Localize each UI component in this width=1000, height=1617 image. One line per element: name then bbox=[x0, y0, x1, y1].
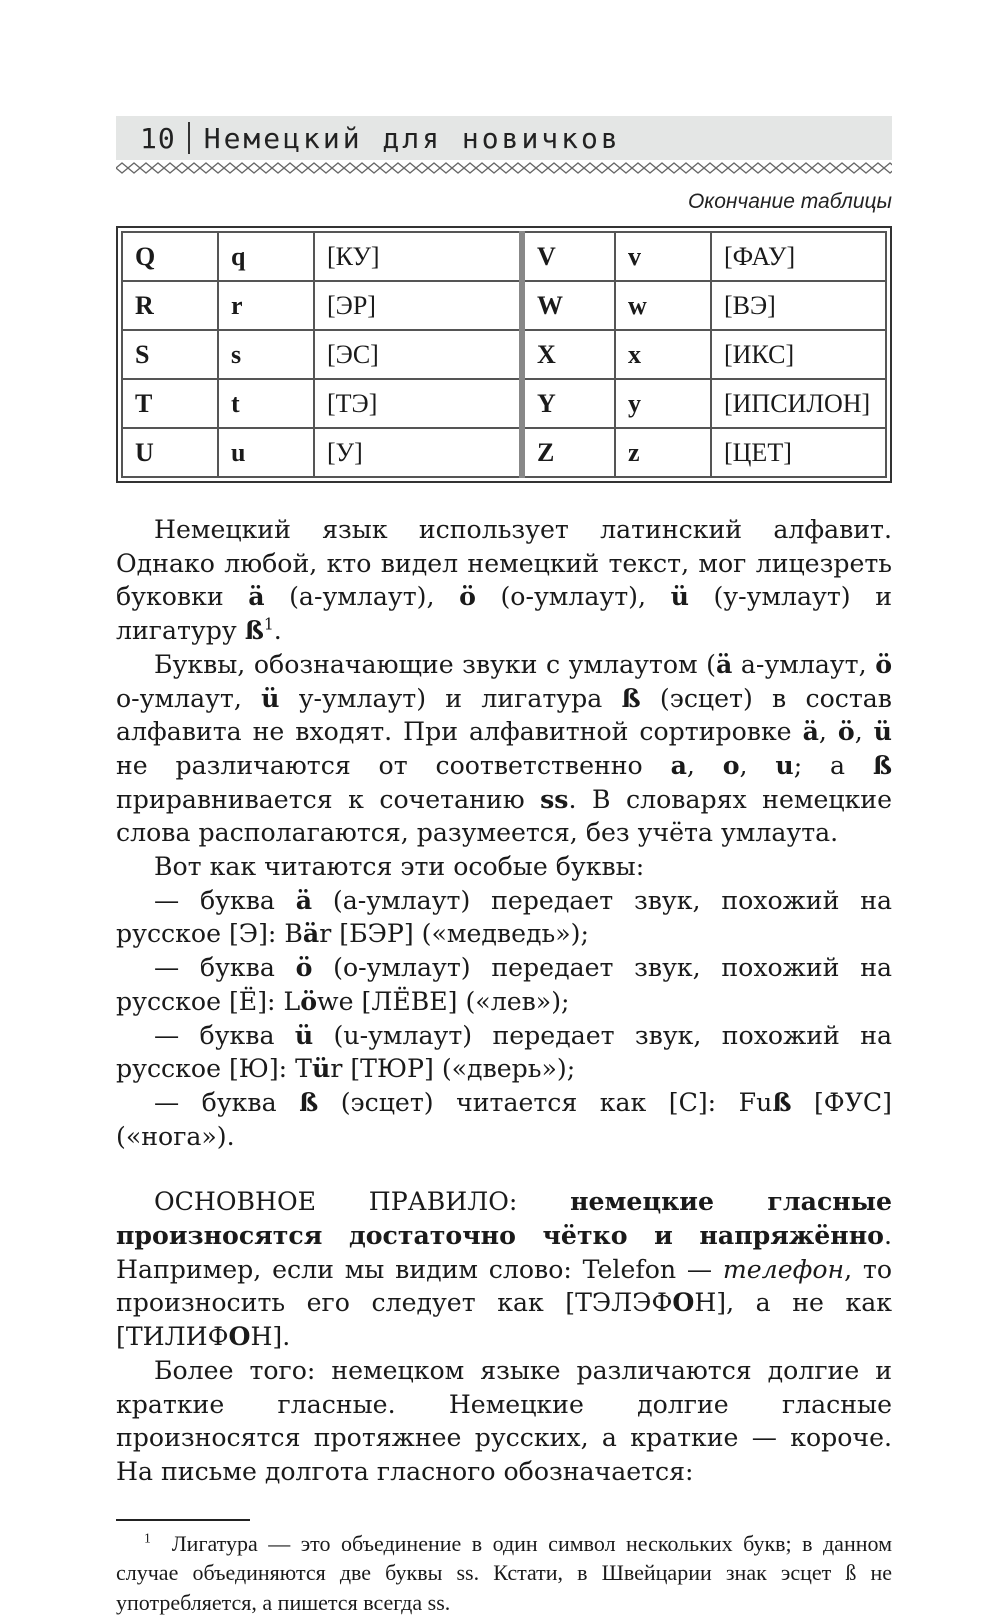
footnote-divider bbox=[116, 1519, 250, 1521]
paragraph-umlaut-sorting: Буквы, обозначающие звуки с умлаутом (ä а-умлаут, ö о-умлаут, ü у-умлаут) и лигатура ß (эсцет) в состав алфавита не входят. При алфавитной сортировке ä, ö, ü не различаются от соответственно a, o, u; а ß приравнивается к сочетанию ss. В словарях немецкие слова располагаются, разумеется, без учёта умлаута. bbox=[116, 648, 893, 848]
table-cell-upper2: Y bbox=[522, 379, 615, 428]
body-text bbox=[116, 513, 892, 1489]
footnote-marker: 1 bbox=[263, 615, 274, 634]
table-cell-upper1: T bbox=[122, 379, 218, 428]
table-cell-lower1: r bbox=[218, 281, 314, 330]
table-cell-upper1: S bbox=[122, 330, 218, 379]
list-item-oe: — буква ö (о-умлаут) передает звук, похожий на русское [Ё]: Löwe [ЛЁВЕ] («лев»); bbox=[116, 952, 892, 1016]
table-cell-pron1: [У] bbox=[314, 428, 522, 477]
table-cell-lower2: v bbox=[615, 232, 711, 281]
table-cell-upper2: W bbox=[522, 281, 615, 330]
list-item-ae: — буква ä (а-умлаут) передает звук, похожий на русское [Э]: Bär [БЭР] («медведь»); bbox=[116, 884, 893, 949]
table-cell-lower1: q bbox=[218, 232, 314, 281]
table-cell-upper1: U bbox=[122, 428, 218, 477]
alphabet-table bbox=[116, 226, 892, 483]
table-cell-pron2: [ФАУ] bbox=[711, 232, 886, 281]
table-row bbox=[122, 281, 886, 330]
book-page bbox=[116, 116, 892, 1617]
footnote-text: Лигатура — это объединение в один символ нескольких букв; в данном случае объединяются две буквы ss. Кстати, в Швейцарии знак эсцет ß не употребляется, а пишется всегда ss. bbox=[116, 1530, 892, 1615]
table-cell-pron1: [ТЭ] bbox=[314, 379, 522, 428]
table-cell-upper1: Q bbox=[122, 232, 218, 281]
paragraph-intro: Немецкий язык использует латинский алфавит. Однако любой, кто видел немецкий текст, мог лицезреть буковки ä (а-умлаут), ö (о-умлаут), ü (у-умлаут) и лигатуру $ß^1$. bbox=[116, 515, 893, 646]
table-cell-lower2: w bbox=[615, 281, 711, 330]
table-cell-lower1: s bbox=[218, 330, 314, 379]
table-row bbox=[122, 428, 886, 477]
table-cell-pron2: [ИПСИЛОН] bbox=[711, 379, 886, 428]
table-row bbox=[122, 330, 886, 379]
table-cell-pron1: [КУ] bbox=[314, 232, 522, 281]
footnote bbox=[116, 1529, 892, 1617]
header-divider bbox=[188, 122, 190, 154]
paragraph-main-rule: ОСНОВНОЕ ПРАВИЛО: немецкие гласные произносятся достаточно чётко и напряжённо. Например, если мы видим слово: Telefon — телефон, то произносить его следует как [ТЭЛЭФОН], а не как [ТИЛИФОН]. bbox=[116, 1186, 893, 1352]
footnote-number: 1 bbox=[144, 1530, 151, 1546]
table-cell-upper2: X bbox=[522, 330, 615, 379]
paragraph-vowel-length: Более того: немецком языке различаются долгие и краткие гласные. Немецкие долгие гласные произносятся протяжнее русских, а краткие — короче. На письме долгота гласного обозначается: bbox=[116, 1355, 892, 1486]
table-row bbox=[122, 379, 886, 428]
table-cell-pron2: [ЦЕТ] bbox=[711, 428, 886, 477]
table-cell-pron1: [ЭС] bbox=[314, 330, 522, 379]
table-cell-lower1: t bbox=[218, 379, 314, 428]
table-cell-lower2: x bbox=[615, 330, 711, 379]
table-cell-lower2: y bbox=[615, 379, 711, 428]
table-cell-upper2: Z bbox=[522, 428, 615, 477]
table-cell-upper2: V bbox=[522, 232, 615, 281]
table-cell-pron2: [ВЭ] bbox=[711, 281, 886, 330]
page-number: 10 bbox=[140, 121, 176, 155]
table-cell-lower2: z bbox=[615, 428, 711, 477]
paragraph-reading-intro: Вот как читаются эти особые буквы: bbox=[154, 852, 645, 882]
book-title: Немецкий для новичков bbox=[203, 121, 621, 155]
table-row bbox=[122, 232, 886, 281]
running-header bbox=[116, 116, 892, 160]
table-caption: Окончание таблицы bbox=[687, 190, 892, 213]
table-cell-lower1: u bbox=[218, 428, 314, 477]
decorative-border bbox=[116, 162, 892, 174]
list-item-ue: — буква ü (u-умлаут) передает звук, похожий на русское [Ю]: Tür [ТЮР] («дверь»); bbox=[116, 1019, 893, 1084]
table-cell-upper1: R bbox=[122, 281, 218, 330]
table-cell-pron2: [ИКС] bbox=[711, 330, 886, 379]
table-cell-pron1: [ЭР] bbox=[314, 281, 522, 330]
list-item-sz: — буква ß (эсцет) читается как [С]: Fuß [ФУС] («нога»). bbox=[116, 1086, 893, 1151]
